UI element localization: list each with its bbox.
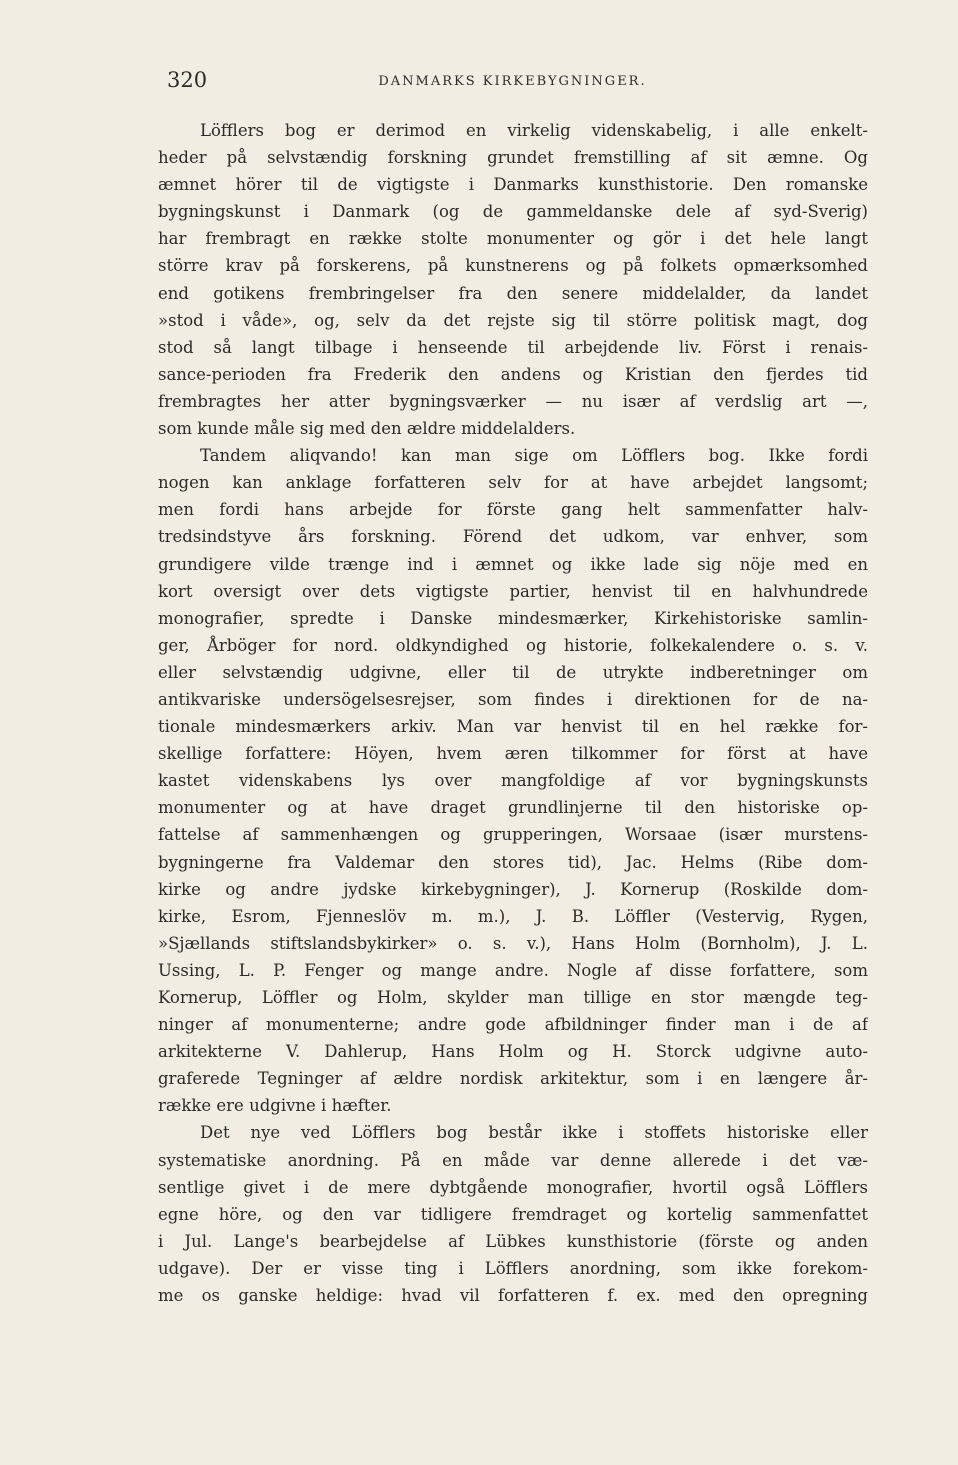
running-title: DANMARKS KIRKEBYGNINGER. — [378, 74, 647, 89]
text-line: har frembragt en række stolte monumenter og gör i det hele langt — [158, 229, 868, 249]
text-line: bygningerne fra Valdemar den stores tid), Jac. Helms (Ribe dom- — [158, 852, 868, 872]
text-line: Det nye ved Löfflers bog består ikke i stoffets historiske eller — [200, 1123, 868, 1143]
text-line: antikvariske undersögelsesrejser, som findes i direktionen for de na- — [158, 689, 868, 709]
text-line: Kornerup, Löffler og Holm, skylder man tillige en stor mængde teg- — [158, 988, 868, 1007]
text-line: egne höre, og den var tidligere fremdraget og kortelig sammenfattet — [158, 1204, 868, 1224]
text-line: end gotikens frembringelser fra den senere middelalder, da landet — [158, 283, 868, 303]
text-line: systematiske anordning. På en måde var denne allerede i det væ- — [158, 1150, 868, 1170]
text-line: tredsindstyve års forskning. Förend det udkom, var enhver, som — [158, 527, 868, 547]
text-line: »stod i våde», og, selv da det rejste sig til större politisk magt, dog — [158, 310, 868, 330]
text-line: kort oversigt over dets vigtigste partier, henvist til en halvhundrede — [158, 581, 868, 601]
body-text — [158, 117, 868, 1309]
text-line: men fordi hans arbejde for förste gang helt sammenfatter halv- — [158, 500, 868, 520]
text-line: graferede Tegninger af ældre nordisk arkitektur, som i en længere år- — [158, 1069, 868, 1089]
text-line: me os ganske heldige: hvad vil forfatteren f. ex. med den opregning — [158, 1286, 868, 1306]
text-line: æmnet hörer til de vigtigste i Danmarks kunsthistorie. Den romanske — [158, 175, 868, 195]
text-line: Ussing, L. P. Fenger og mange andre. Nogle af disse forfattere, som — [158, 960, 868, 980]
text-line: udgave). Der er visse ting i Löfflers anordning, som ikke forekom- — [158, 1258, 868, 1278]
page-header — [155, 68, 870, 98]
text-line: række ere udgivne i hæfter. — [158, 1096, 392, 1116]
text-line: i Jul. Lange's bearbejdelse af Lübkes kunsthistorie (förste og anden — [158, 1231, 868, 1251]
text-line: sance-perioden fra Frederik den andens og Kristian den fjerdes tid — [158, 364, 868, 384]
text-line: som kunde måle sig med den ældre middelalders. — [158, 419, 576, 439]
text-line: nogen kan anklage forfatteren selv for at have arbejdet langsomt; — [158, 473, 868, 493]
text-line: arkitekterne V. Dahlerup, Hans Holm og H. Storck udgivne auto- — [158, 1042, 868, 1062]
text-line: ninger af monumenterne; andre gode afbildninger finder man i de af — [158, 1015, 868, 1035]
text-line: skellige forfattere: Höyen, hvem æren tilkommer for först at have — [158, 744, 868, 764]
text-line: eller selvstændig udgivne, eller til de utrykte indberetninger om — [158, 662, 868, 682]
text-line: Tandem aliqvando! kan man sige om Löfflers bog. Ikke fordi — [200, 446, 868, 466]
text-line: tionale mindesmærkers arkiv. Man var henvist til en hel række for- — [158, 717, 868, 737]
text-line: ger, Årböger for nord. oldkyndighed og historie, folkekalendere o. s. v. — [158, 635, 868, 655]
text-line: »Sjællands stiftslandsbykirker» o. s. v.), Hans Holm (Bornholm), J. L. — [158, 933, 868, 953]
text-line: Löfflers bog er derimod en virkelig videnskabelig, i alle enkelt- — [200, 121, 868, 140]
text-line: monografier, spredte i Danske mindesmærker, Kirkehistoriske samlin- — [158, 608, 868, 628]
text-line: monumenter og at have draget grundlinjerne til den historiske op- — [158, 798, 868, 818]
text-line: större krav på forskerens, på kunstnerens og på folkets opmærksomhed — [158, 256, 868, 276]
text-line: grundigere vilde trænge ind i æmnet og ikke lade sig nöje med en — [158, 554, 868, 574]
text-line: bygningskunst i Danmark (og de gammeldanske dele af syd-Sverig) — [158, 202, 868, 222]
text-line: frembragtes her atter bygningsværker — nu især af verdslig art —, — [158, 391, 868, 411]
text-line: kastet videnskabens lys over mangfoldige af vor bygningskunsts — [158, 771, 868, 791]
text-line: kirke, Esrom, Fjenneslöv m. m.), J. B. Löffler (Vestervig, Rygen, — [158, 906, 868, 926]
text-line: stod så langt tilbage i henseende til arbejdende liv. Först i renais- — [158, 337, 868, 357]
text-line: kirke og andre jydske kirkebygninger), J. Kornerup (Roskilde dom- — [158, 879, 868, 899]
text-line: fattelse af sammenhængen og grupperingen, Worsaae (især murstens- — [158, 825, 868, 845]
page-number: 320 — [167, 68, 208, 92]
text-line: sentlige givet i de mere dybtgående monografier, hvortil også Löfflers — [158, 1177, 868, 1197]
text-line: heder på selvstændig forskning grundet fremstilling af sit æmne. Og — [158, 148, 868, 168]
